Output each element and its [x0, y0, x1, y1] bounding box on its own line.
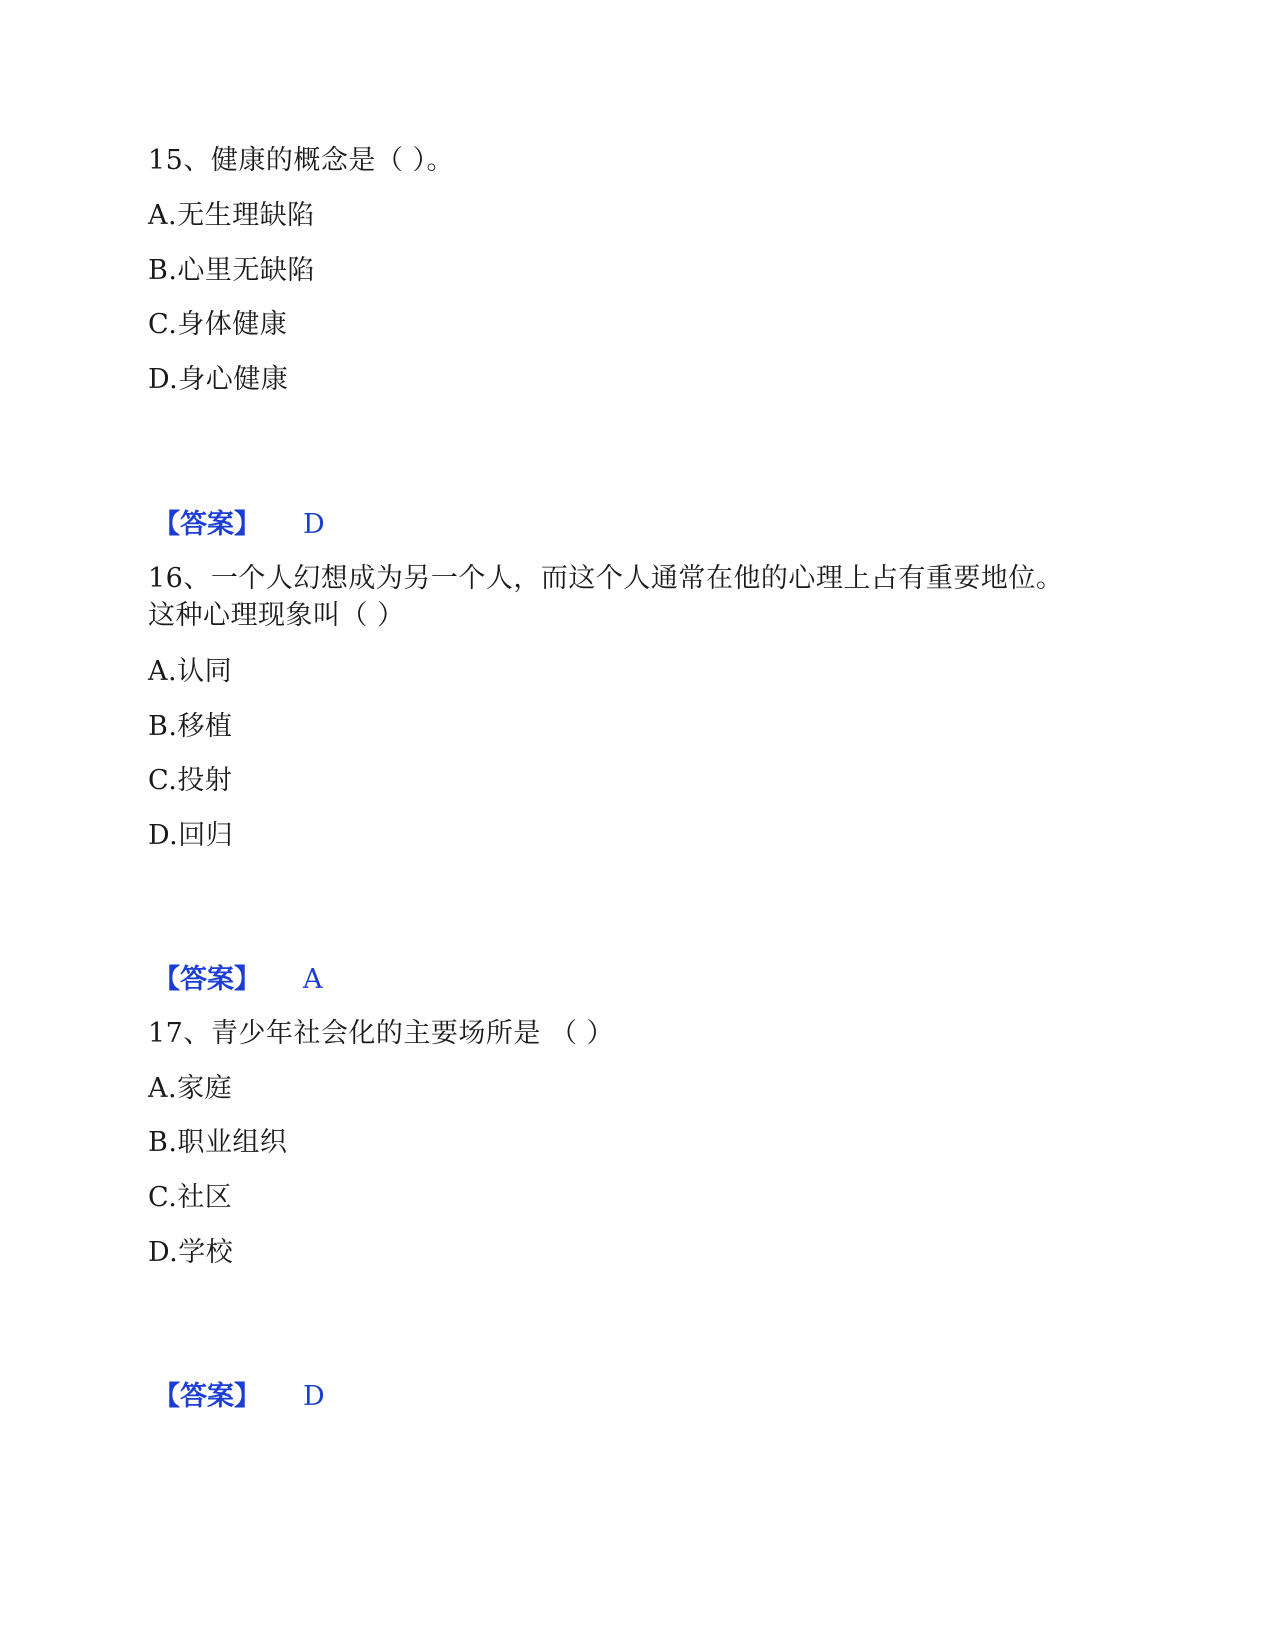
question-15-stem: 15、健康的概念是（ ）。	[148, 145, 454, 176]
question-17-option-b: B.职业组织	[148, 1127, 288, 1158]
answer-label: 【答案】	[153, 1381, 261, 1412]
question-17-option-c: C.社区	[148, 1182, 233, 1213]
question-17-stem: 17、青少年社会化的主要场所是 （ ）	[148, 1018, 615, 1049]
question-17-option-d: D.学校	[148, 1237, 234, 1268]
question-15-option-c: C.身体健康	[148, 309, 288, 340]
question-15-answer	[153, 507, 325, 543]
answer-label: 【答案】	[153, 964, 261, 995]
question-17-answer	[153, 1379, 325, 1415]
question-16-option-d: D.回归	[148, 820, 234, 851]
answer-value: D	[303, 1381, 325, 1412]
answer-value: A	[303, 964, 323, 995]
question-15-option-b: B.心里无缺陷	[148, 255, 315, 286]
question-16-answer	[153, 962, 323, 998]
answer-value: D	[303, 509, 325, 540]
question-16-option-b: B.移植	[148, 711, 233, 742]
question-16-stem-line-2: 这种心理现象叫（ ）	[148, 600, 405, 631]
answer-label: 【答案】	[153, 509, 261, 540]
question-16-option-c: C.投射	[148, 765, 233, 796]
question-16-option-a: A.认同	[148, 656, 233, 687]
question-15-option-a: A.无生理缺陷	[148, 200, 315, 231]
question-15-option-d: D.身心健康	[148, 364, 289, 395]
question-16-stem-line-1: 16、一个人幻想成为另一个人，而这个人通常在他的心理上占有重要地位。	[148, 563, 1064, 594]
question-17-option-a: A.家庭	[148, 1073, 233, 1104]
